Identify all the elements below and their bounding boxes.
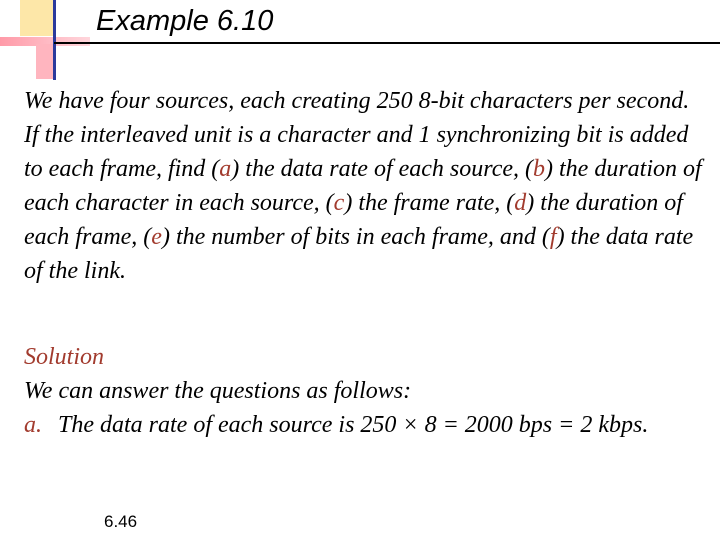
- solution-heading: Solution: [24, 344, 105, 370]
- title-rule: [54, 42, 720, 44]
- part-label-e: e: [151, 224, 162, 250]
- part-label-f: f: [549, 224, 557, 250]
- decorative-yellow-block: [20, 0, 53, 36]
- part-label-d: d: [514, 190, 527, 216]
- part-label-c: c: [333, 190, 345, 216]
- problem-text: ) the number of bits in each frame, and (: [161, 224, 550, 250]
- answer-item: [24, 408, 704, 442]
- solution-section: [24, 340, 704, 442]
- problem-text: ) the data rate of the link.: [24, 224, 694, 284]
- page-number: 6.46: [104, 512, 138, 531]
- problem-text: ) the duration of each character in each source, (: [24, 156, 702, 216]
- slide-title: Example 6.10: [96, 5, 274, 37]
- part-label-a: a: [219, 156, 232, 182]
- problem-text: ) the data rate of each source, (: [231, 156, 533, 182]
- decorative-pink-block: [36, 44, 54, 79]
- decorative-blue-line: [53, 0, 56, 80]
- answer-marker: a.: [24, 412, 42, 438]
- problem-statement: [24, 84, 704, 288]
- problem-text: ) the duration of each frame, (: [24, 190, 683, 250]
- problem-text: We have four sources, each creating 250 8-bit characters per second. If the interleaved unit is a character and 1 synchronizing bit is added to each frame, find (: [24, 88, 690, 182]
- answer-text: The data rate of each source is 250 × 8 = 2000 bps = 2 kbps.: [58, 412, 649, 438]
- solution-intro: We can answer the questions as follows:: [24, 378, 412, 404]
- part-label-b: b: [533, 156, 545, 182]
- problem-text: ) the frame rate, (: [344, 190, 515, 216]
